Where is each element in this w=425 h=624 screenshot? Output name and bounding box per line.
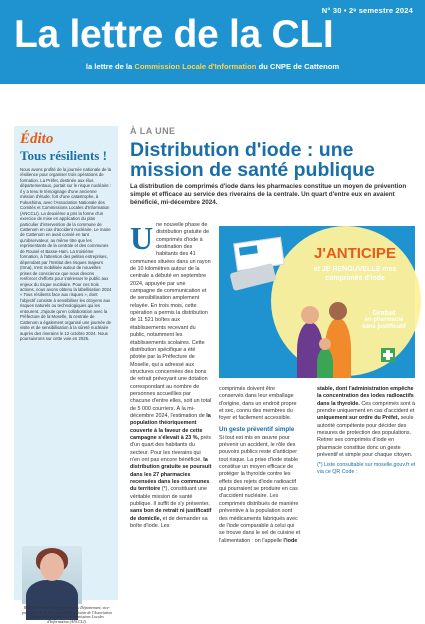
col2-text-2: Si tout est mis en œuvre pour prévenir un accident, le rôle des pouvoirs publics reste d'anticiper tout risque. La prise d'iode stable constitue un moyen efficace de protéger la thyroïde contre les effets des rejets d'iode radioactif qui pourraient se produire en cas d'accident nucléaire. Les comprimés distribués de manière préventive à la population sont des médicaments fabriqués avec de l'iode comparable à celui qui se trouve dans le sel de cuisine et l'alimentation : on l'appelle — [219, 434, 301, 544]
edito-sidebar — [14, 126, 118, 624]
col1-text-1: ne nouvelle phase de distribution gratuite de comprimés d'iode à destination des habitants des 41 communes situées dans un rayon de 10 kilomètres autour de la centrale a débuté en septembre 2024, appuyée par une campagne de communication et de sensibilisation amplement relayée. En trois mois, cette opération a permis la distribution de 11 521 boîtes aux établissements recevant du public, notamment les établissements scolaires. Cette distribution spécifique a été pilotée par la Préfecture de Moselle, qui a adressé aux structures concernées des bons de retrait prévoyant une dotation correspondant au nombre de personnes accueillies par chacune d'entre elles, soit un total de 5 000 courriers. À la mi-décembre 2024, l'estimation de — [130, 222, 212, 419]
col3-text-2: seule autorité compétente pour décider des mesures de protection des populations. Retirer ses comprimés d'iode en pharmacie constitue donc un geste préventif et simple pour chaque citoyen. — [317, 415, 414, 459]
portrait-face — [40, 553, 64, 581]
portrait-caption: Rachel Zirovnik, vice-présidente du Département, vice-présidente de la CLI, conseillère adjointe de l'Association Nationale des Comités et Commissions Locales d'Information (ANCCLI). — [21, 606, 113, 624]
newsletter-subtitle — [0, 62, 425, 71]
campaign-visual — [219, 226, 415, 378]
article-column-1 — [130, 222, 212, 600]
issue-number: N° 30 • 2ᵉ semestre 2024 — [321, 6, 413, 15]
subtitle-pre: la lettre de la — [85, 62, 133, 71]
col1-text-2: prés d'un quart des habitants du secteur. Pour les riverains qui n'en ont pas encore bénéficié, — [130, 434, 212, 463]
article-column-2 — [219, 386, 301, 600]
article-title: Distribution d'iode : une mission de santé publique — [130, 139, 375, 181]
col1-text-3: (*), constituant une véritable mission de santé publique. Il suffit de s'y présenter, — [130, 486, 210, 508]
section-label: À LA UNE — [130, 126, 176, 136]
article-column-3 — [317, 386, 417, 600]
col1-bold-1: la population théoriquement couverte à la faveur de cette campagne s'élevait à 23 %, — [130, 412, 211, 441]
pharmacy-cross-icon — [381, 348, 395, 362]
col2-text-1: comprimés doivent être conservés dans leur emballage d'origine, dans un endroit propre et sec, connu des membres du foyer et facilement accessible. — [219, 386, 297, 422]
col1-bold-2: la distribution gratuite se poursuit dans les 27 pharmacies recensées dans les communes du territoire — [130, 457, 212, 493]
campaign-tagline: et JE RENOUVELLE mes comprimés d'iode — [313, 266, 397, 282]
col3-bold-2: uniquement sur ordre du Préfet, — [317, 415, 400, 422]
drop-cap: U — [130, 220, 154, 256]
subtitle-post: du CNPE de Cattenom — [258, 62, 340, 71]
subheading-preventive: Un geste préventif simple — [219, 425, 295, 433]
free-label: Gratuit — [372, 310, 396, 317]
col1-text-4: et de demander sa boîte d'iode. Les — [130, 515, 208, 530]
edito-kicker: Édito — [20, 131, 54, 147]
campaign-headline: J'ANTICIPE — [314, 245, 396, 262]
free-sublabel: en pharmacie sans justificatif — [362, 317, 406, 330]
col3-bold-1: stable, dont l'administration empêche la concentration des iodes radioactifs dans la thyroïde. — [317, 386, 414, 407]
article-lead: La distribution de comprimés d'iode dans les pharmacies constitue un moyen de prévention simple et efficace au service des riverains de la centrale. Un quart d'entre eux en avaient bénéficié, mi-décembre 2024. — [130, 183, 407, 206]
edito-title: Tous résilients ! — [20, 148, 107, 163]
qr-code-note: (*) Liste consultable sur moselle.gouv.fr et via ce QR Code : — [317, 462, 416, 476]
col3-text-1: Ces comprimés sont à prendre uniquement en cas d'accident et — [317, 400, 415, 415]
col2-bold-1: l'iode — [283, 537, 298, 544]
free-badge — [359, 310, 409, 331]
newsletter-title: La lettre de la CLI — [14, 13, 334, 56]
edito-body: Nous avons profité de la journée nationale de la résilience pour organiser trois opérations de formation. La Préfet, destinée aux élus départementaux, portait sur le risque nucléaire : il y a tenu le témoignage d'une ancienne mission d'étude, fort d'une catastrophe, à Fukushima, avec l'Association Nationale des Comités et Commissions Locales d'Information (ANCCLI). La deuxième a pris la forme d'un exercice de mise en application du plan particulier d'intervention de la commune de Cattenom en cas d'accident nucléaire. Le maire de Cattenom en avait convié en tant qu'observateur, au même titre que les représentants de la centrale et des communes de Rousel et Basse-Ham. La troisième formation, à l'attention des petites entreprises, dépendant par l'Institut des risques majeurs (Irma), s'est mobilisée autour de nouvelles prises de conscience que nous devons renforcer d'efforts pour intéresser le public aux enjeux du risque nucléaire. Pour ces trois actions, nous avons obtenu la labellisation 2024 « Tous résilients face aux risques », dont l'objectif consiste à sensibiliser les citoyens aux risques naturels ou technologiques qui les entourent. J'ajoute qu'en collaboration avec la Préfecture de la Moselle, la centrale de Cattenom a également organisé une journée de visite et de sensibilisation à la sûreté nucléaire auprès des riverains le 12 octobre 2024. Nous poursuivrons sur cette voie en 2025. — [20, 167, 112, 342]
subtitle-commission: Commission Locale d'Information — [134, 62, 257, 71]
author-portrait — [22, 546, 82, 604]
col1-bold-3: sans bon de retrait ni justificatif de domicile, — [130, 508, 212, 522]
masthead — [0, 0, 425, 84]
